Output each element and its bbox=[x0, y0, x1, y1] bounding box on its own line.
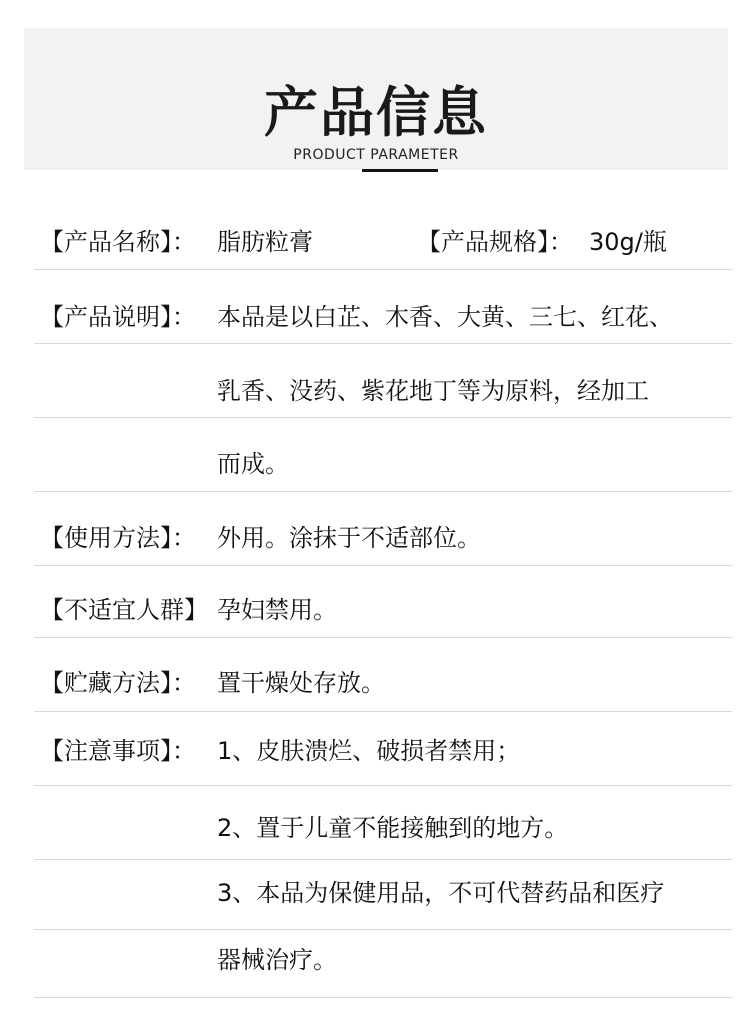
storage-value: 置干燥处存放。 bbox=[217, 669, 385, 697]
divider bbox=[34, 785, 732, 786]
unsuitable-label: 【不适宜人群】 bbox=[40, 596, 208, 624]
usage-label: 【使用方法】： bbox=[40, 524, 196, 552]
product-name-value: 脂肪粒膏 bbox=[217, 228, 313, 256]
storage-label: 【贮藏方法】： bbox=[40, 669, 196, 697]
product-desc-line: 本品是以白芷、木香、大黄、三七、红花、 bbox=[217, 303, 673, 331]
title-underline bbox=[362, 169, 438, 172]
divider bbox=[34, 997, 732, 998]
notes-line: 2、置于儿童不能接触到的地方。 bbox=[217, 814, 569, 842]
notes-line: 1、皮肤溃烂、破损者禁用； bbox=[217, 737, 521, 765]
divider bbox=[34, 859, 732, 860]
divider bbox=[34, 491, 732, 492]
divider bbox=[34, 417, 732, 418]
divider bbox=[34, 565, 732, 566]
product-desc-line: 而成。 bbox=[217, 450, 289, 478]
header-banner bbox=[24, 28, 728, 170]
divider bbox=[34, 929, 732, 930]
product-name-label: 【产品名称】： bbox=[40, 228, 196, 256]
unsuitable-value: 孕妇禁用。 bbox=[217, 596, 337, 624]
notes-label: 【注意事项】： bbox=[40, 737, 196, 765]
notes-line: 3、本品为保健用品，不可代替药品和医疗 bbox=[217, 879, 665, 907]
divider bbox=[34, 343, 732, 344]
page-title: 产品信息 bbox=[264, 80, 488, 144]
notes-line: 器械治疗。 bbox=[217, 946, 337, 974]
divider bbox=[34, 269, 732, 270]
divider bbox=[34, 637, 732, 638]
divider bbox=[34, 711, 732, 712]
product-spec-value: 30g/瓶 bbox=[589, 228, 667, 256]
product-desc-line: 乳香、没药、紫花地丁等为原料，经加工 bbox=[217, 377, 649, 405]
usage-value: 外用。涂抹于不适部位。 bbox=[217, 524, 481, 552]
page-subtitle: PRODUCT PARAMETER bbox=[293, 147, 459, 163]
product-spec-label: 【产品规格】： bbox=[417, 228, 573, 256]
product-desc-label: 【产品说明】： bbox=[40, 303, 196, 331]
